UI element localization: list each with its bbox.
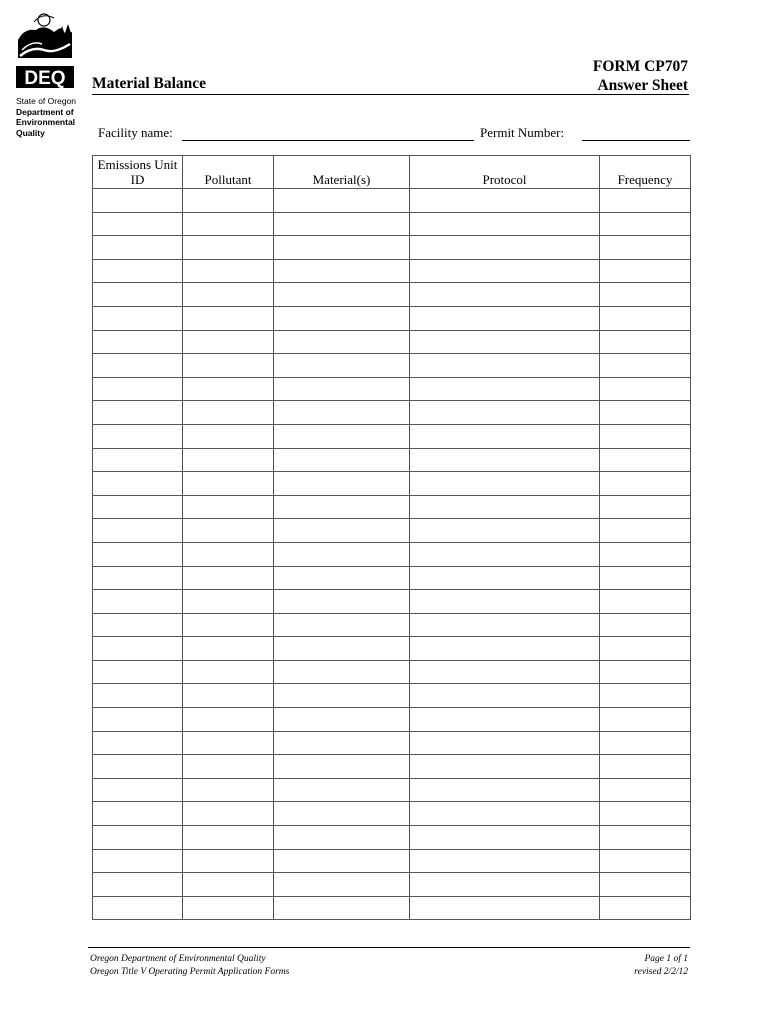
table-cell[interactable] — [93, 542, 183, 566]
table-cell[interactable] — [93, 590, 183, 614]
table-cell[interactable] — [410, 306, 600, 330]
table-cell[interactable] — [600, 590, 691, 614]
table-cell[interactable] — [183, 330, 274, 354]
footer-forms-title: Oregon Title V Operating Permit Application Forms — [90, 966, 290, 977]
table-cell[interactable] — [183, 519, 274, 543]
table-cell[interactable] — [93, 354, 183, 378]
table-row — [93, 448, 691, 472]
table-cell[interactable] — [600, 306, 691, 330]
table-cell[interactable] — [410, 637, 600, 661]
table-row — [93, 495, 691, 519]
table-cell[interactable] — [600, 189, 691, 213]
table-cell[interactable] — [600, 448, 691, 472]
table-cell[interactable] — [410, 684, 600, 708]
table-cell[interactable] — [410, 566, 600, 590]
deq-landscape-icon — [14, 10, 76, 90]
table-cell[interactable] — [93, 849, 183, 873]
form-title: Material Balance — [92, 75, 207, 92]
footer-agency: Oregon Department of Environmental Quality — [90, 954, 266, 964]
table-cell[interactable] — [183, 472, 274, 496]
table-cell[interactable] — [600, 849, 691, 873]
table-cell[interactable] — [600, 755, 691, 779]
table-cell[interactable] — [410, 660, 600, 684]
table-cell[interactable] — [410, 259, 600, 283]
table-cell[interactable] — [600, 566, 691, 590]
table-row — [93, 590, 691, 614]
table-cell[interactable] — [600, 354, 691, 378]
table-cell[interactable] — [600, 259, 691, 283]
facility-name-field[interactable] — [182, 140, 474, 141]
table-cell[interactable] — [274, 377, 410, 401]
column-header-frequency: Frequency — [600, 156, 691, 189]
footer-page-number: Page 1 of 1 — [644, 954, 688, 964]
table-cell[interactable] — [410, 212, 600, 236]
table-cell[interactable] — [183, 259, 274, 283]
table-cell[interactable] — [274, 755, 410, 779]
table-cell[interactable] — [274, 401, 410, 425]
table-cell[interactable] — [183, 802, 274, 826]
table-cell[interactable] — [183, 778, 274, 802]
table-cell[interactable] — [93, 684, 183, 708]
table-row — [93, 424, 691, 448]
table-cell[interactable] — [600, 330, 691, 354]
table-cell[interactable] — [183, 189, 274, 213]
table-cell[interactable] — [274, 212, 410, 236]
table-cell[interactable] — [183, 708, 274, 732]
table-cell[interactable] — [274, 566, 410, 590]
table-row — [93, 306, 691, 330]
table-cell[interactable] — [600, 802, 691, 826]
table-cell[interactable] — [183, 684, 274, 708]
table-row — [93, 519, 691, 543]
table-row — [93, 566, 691, 590]
table-cell[interactable] — [274, 189, 410, 213]
table-cell[interactable] — [93, 637, 183, 661]
table-cell[interactable] — [600, 684, 691, 708]
table-cell[interactable] — [600, 708, 691, 732]
table-cell[interactable] — [183, 660, 274, 684]
header-divider — [92, 94, 689, 95]
table-cell[interactable] — [93, 448, 183, 472]
table-row — [93, 708, 691, 732]
footer-right — [634, 953, 688, 978]
table-cell[interactable] — [410, 873, 600, 897]
table-cell[interactable] — [600, 212, 691, 236]
agency-quality: Quality — [16, 127, 45, 138]
table-cell[interactable] — [600, 472, 691, 496]
column-header-materials: Material(s) — [274, 156, 410, 189]
table-cell[interactable] — [410, 590, 600, 614]
table-cell[interactable] — [93, 731, 183, 755]
table-cell[interactable] — [93, 519, 183, 543]
table-cell[interactable] — [274, 448, 410, 472]
table-cell[interactable] — [183, 566, 274, 590]
table-cell[interactable] — [410, 613, 600, 637]
footer-left — [90, 953, 289, 978]
table-row — [93, 731, 691, 755]
table-cell[interactable] — [410, 495, 600, 519]
table-cell[interactable] — [410, 802, 600, 826]
table-cell[interactable] — [410, 283, 600, 307]
table-cell[interactable] — [274, 259, 410, 283]
table-cell[interactable] — [183, 613, 274, 637]
table-cell[interactable] — [410, 401, 600, 425]
logo-text: DEQ — [24, 68, 66, 89]
agency-env: Environmental — [16, 117, 76, 127]
table-cell[interactable] — [183, 377, 274, 401]
table-cell[interactable] — [274, 896, 410, 920]
table-cell[interactable] — [274, 354, 410, 378]
table-cell[interactable] — [274, 306, 410, 330]
table-cell[interactable] — [183, 354, 274, 378]
table-cell[interactable] — [93, 189, 183, 213]
table-row — [93, 472, 691, 496]
form-subtitle: Answer Sheet — [597, 77, 688, 94]
table-cell[interactable] — [93, 306, 183, 330]
agency-name — [16, 96, 76, 138]
table-cell[interactable] — [93, 873, 183, 897]
table-row — [93, 283, 691, 307]
table-cell[interactable] — [410, 448, 600, 472]
table-cell[interactable] — [410, 896, 600, 920]
table-row — [93, 778, 691, 802]
table-cell[interactable] — [183, 306, 274, 330]
table-row — [93, 401, 691, 425]
footer-divider — [88, 947, 690, 948]
table-cell[interactable] — [410, 849, 600, 873]
permit-number-label: Permit Number: — [480, 125, 565, 140]
table-cell[interactable] — [93, 802, 183, 826]
table-cell[interactable] — [274, 424, 410, 448]
table-cell[interactable] — [274, 590, 410, 614]
table-cell[interactable] — [410, 778, 600, 802]
table-cell[interactable] — [600, 778, 691, 802]
table-cell[interactable] — [93, 826, 183, 850]
table-cell[interactable] — [93, 377, 183, 401]
table-cell[interactable] — [183, 590, 274, 614]
table-cell[interactable] — [600, 873, 691, 897]
table-cell[interactable] — [183, 212, 274, 236]
table-cell[interactable] — [410, 472, 600, 496]
form-id-block — [593, 57, 688, 95]
table-cell[interactable] — [410, 826, 600, 850]
facility-name-label: Facility name: — [98, 125, 173, 140]
table-cell[interactable] — [600, 283, 691, 307]
column-header-protocol: Protocol — [410, 156, 600, 189]
table-cell[interactable] — [410, 236, 600, 260]
table-cell[interactable] — [93, 660, 183, 684]
table-cell[interactable] — [600, 377, 691, 401]
table-row — [93, 660, 691, 684]
table-header-row — [93, 156, 691, 189]
table-row — [93, 542, 691, 566]
table-cell[interactable] — [274, 731, 410, 755]
table-cell[interactable] — [183, 495, 274, 519]
table-cell[interactable] — [183, 283, 274, 307]
table-cell[interactable] — [410, 354, 600, 378]
table-cell[interactable] — [600, 896, 691, 920]
table-row — [93, 849, 691, 873]
table-cell[interactable] — [600, 731, 691, 755]
table-row — [93, 259, 691, 283]
table-cell[interactable] — [93, 495, 183, 519]
table-cell[interactable] — [93, 778, 183, 802]
column-header-pollutant: Pollutant — [183, 156, 274, 189]
table-row — [93, 802, 691, 826]
table-row — [93, 826, 691, 850]
table-cell[interactable] — [274, 684, 410, 708]
table-row — [93, 189, 691, 213]
agency-state: State of Oregon — [16, 96, 77, 106]
table-cell[interactable] — [600, 542, 691, 566]
table-cell[interactable] — [274, 472, 410, 496]
table-cell[interactable] — [183, 755, 274, 779]
column-header-emissions-unit-id: Emissions Unit ID — [93, 156, 183, 189]
table-cell[interactable] — [600, 401, 691, 425]
table-cell[interactable] — [183, 424, 274, 448]
table-cell[interactable] — [183, 826, 274, 850]
table-cell[interactable] — [410, 377, 600, 401]
table-cell[interactable] — [93, 424, 183, 448]
table-cell[interactable] — [410, 424, 600, 448]
table-cell[interactable] — [183, 448, 274, 472]
table-cell[interactable] — [274, 236, 410, 260]
table-cell[interactable] — [274, 802, 410, 826]
table-row — [93, 354, 691, 378]
table-cell[interactable] — [600, 236, 691, 260]
permit-number-field[interactable] — [582, 140, 690, 141]
table-row — [93, 896, 691, 920]
table-cell[interactable] — [274, 495, 410, 519]
table-cell[interactable] — [183, 401, 274, 425]
table-cell[interactable] — [410, 708, 600, 732]
table-cell[interactable] — [410, 731, 600, 755]
table-cell[interactable] — [274, 873, 410, 897]
table-cell[interactable] — [93, 472, 183, 496]
table-cell[interactable] — [274, 826, 410, 850]
table-cell[interactable] — [183, 236, 274, 260]
table-cell[interactable] — [93, 212, 183, 236]
table-cell[interactable] — [274, 330, 410, 354]
table-row — [93, 613, 691, 637]
table-cell[interactable] — [600, 519, 691, 543]
table-cell[interactable] — [600, 613, 691, 637]
table-cell[interactable] — [93, 401, 183, 425]
form-id: FORM CP707 — [592, 58, 688, 75]
table-cell[interactable] — [274, 613, 410, 637]
table-cell[interactable] — [274, 637, 410, 661]
material-balance-table — [92, 155, 690, 881]
table-cell[interactable] — [274, 283, 410, 307]
table-cell[interactable] — [93, 613, 183, 637]
table-cell[interactable] — [183, 849, 274, 873]
table-row — [93, 637, 691, 661]
table-cell[interactable] — [274, 849, 410, 873]
table-cell[interactable] — [93, 896, 183, 920]
table-cell[interactable] — [600, 495, 691, 519]
table-cell[interactable] — [600, 424, 691, 448]
table-cell[interactable] — [93, 708, 183, 732]
table-cell[interactable] — [183, 637, 274, 661]
table-cell[interactable] — [274, 519, 410, 543]
table-cell[interactable] — [274, 660, 410, 684]
table-cell[interactable] — [600, 660, 691, 684]
table-row — [93, 684, 691, 708]
table-cell[interactable] — [93, 236, 183, 260]
table-cell[interactable] — [600, 826, 691, 850]
table-cell[interactable] — [410, 189, 600, 213]
table-row — [93, 236, 691, 260]
table-row — [93, 330, 691, 354]
agency-dept: Department of — [16, 106, 74, 117]
footer-revision-date: revised 2/2/12 — [634, 966, 688, 977]
table-row — [93, 873, 691, 897]
table-cell[interactable] — [410, 519, 600, 543]
table-cell[interactable] — [410, 755, 600, 779]
table-row — [93, 212, 691, 236]
table-cell[interactable] — [274, 542, 410, 566]
deq-logo — [14, 10, 76, 90]
table-cell[interactable] — [410, 330, 600, 354]
table-cell[interactable] — [410, 542, 600, 566]
table-cell[interactable] — [183, 731, 274, 755]
table-cell[interactable] — [93, 259, 183, 283]
table-cell[interactable] — [93, 566, 183, 590]
table-cell[interactable] — [274, 778, 410, 802]
table-cell[interactable] — [600, 637, 691, 661]
table-cell[interactable] — [93, 755, 183, 779]
table-cell[interactable] — [183, 896, 274, 920]
table-cell[interactable] — [183, 542, 274, 566]
table-cell[interactable] — [93, 330, 183, 354]
table-cell[interactable] — [274, 708, 410, 732]
table-cell[interactable] — [93, 283, 183, 307]
table-row — [93, 755, 691, 779]
table-cell[interactable] — [183, 873, 274, 897]
table-row — [93, 377, 691, 401]
